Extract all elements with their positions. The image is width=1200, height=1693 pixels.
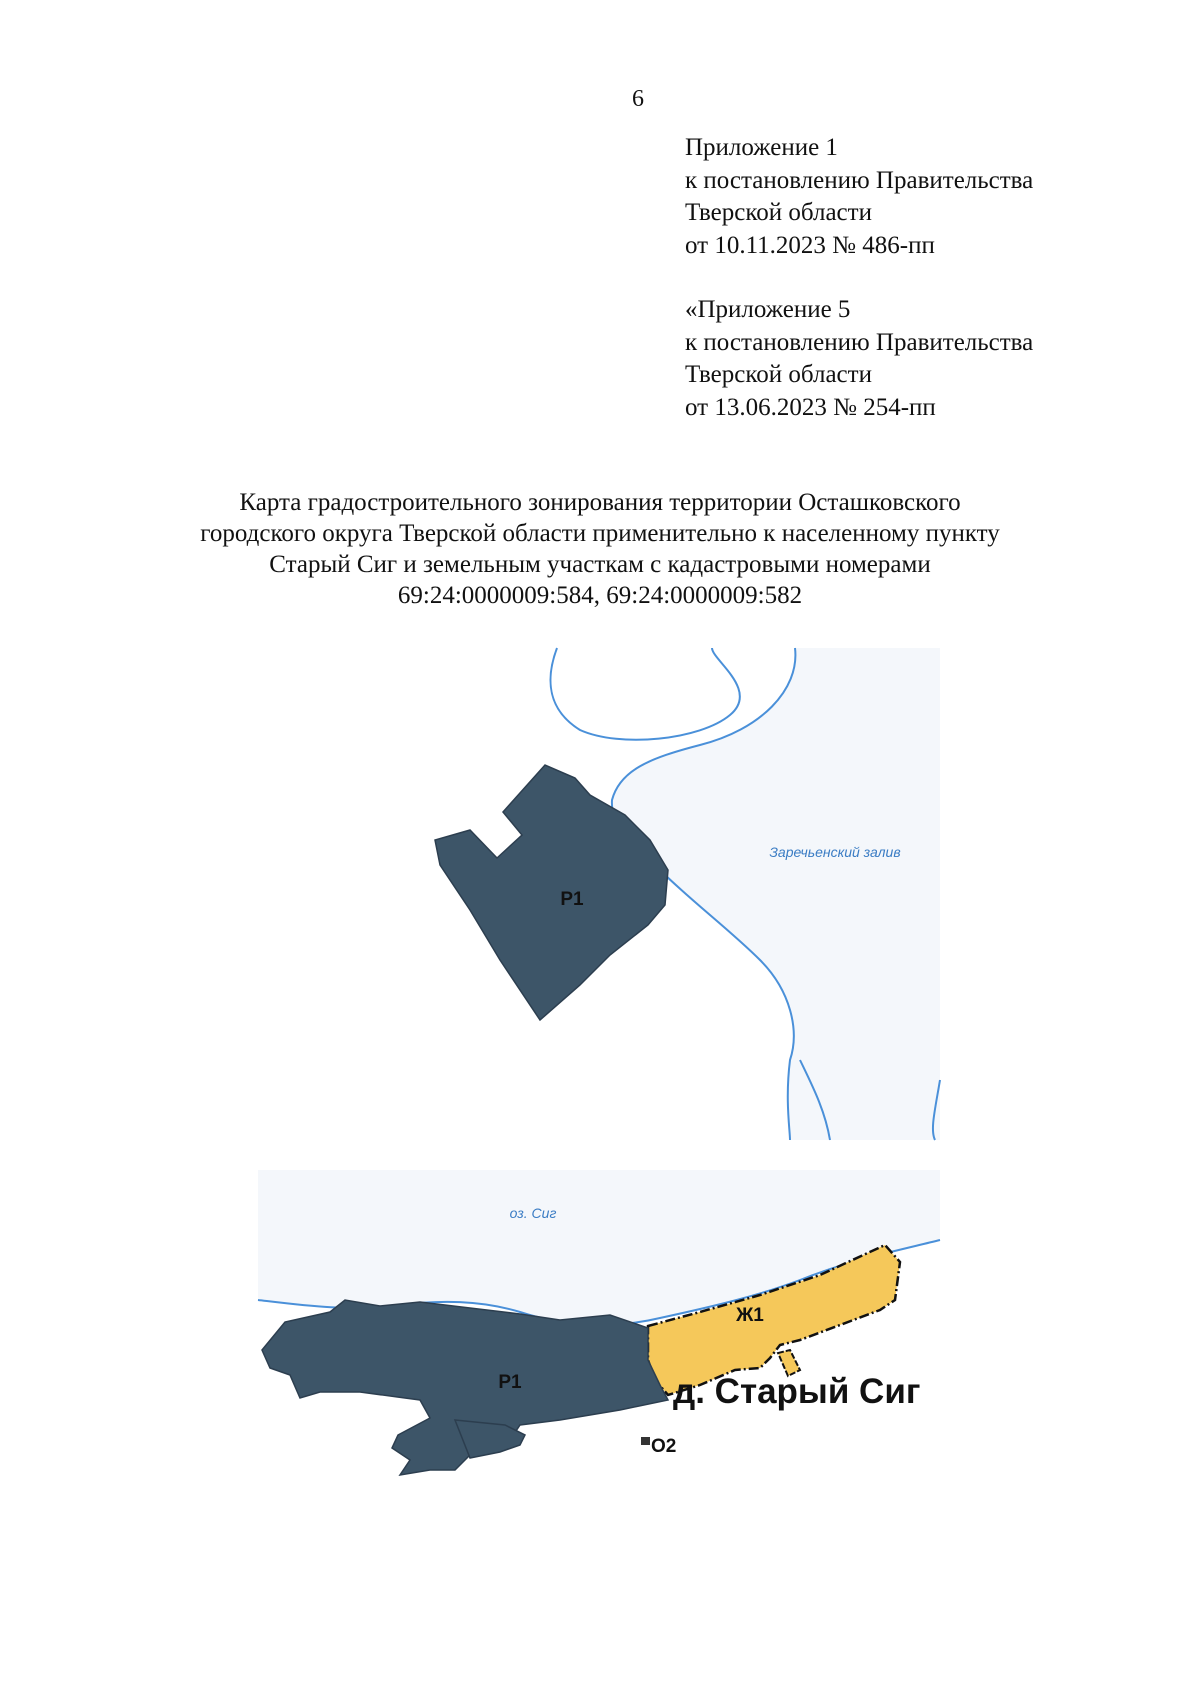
zone-o2-marker — [641, 1437, 650, 1445]
title-line: городского округа Тверской области применительно к населенному пункту — [200, 520, 1000, 547]
zone-p1-bottom-label: Р1 — [498, 1372, 522, 1393]
title-line: 69:24:0000009:584, 69:24:0000009:582 — [397, 582, 803, 609]
title-line: Карта градостроительного зонирования территории Осташковского — [239, 489, 961, 516]
settlement-label: д. Старый Сиг — [673, 1372, 921, 1411]
annex-line: от 13.06.2023 № 254-пп — [685, 393, 936, 421]
annex-line: Тверской области — [685, 199, 872, 226]
zone-zh1-label: Ж1 — [736, 1305, 764, 1326]
title-line: Старый Сиг и земельным участкам с кадастровыми номерами — [269, 551, 931, 578]
annex-line: Приложение 1 — [685, 134, 838, 161]
annex-line: к постановлению Правительства — [685, 328, 1034, 356]
zone-p1-top-label: Р1 — [560, 889, 584, 910]
page-number: 6 — [632, 86, 644, 112]
lake-water-label: оз. Сиг — [509, 1205, 557, 1221]
annex-line: «Приложение 5 — [685, 296, 851, 323]
zone-p1-bottom-polygon — [262, 1300, 668, 1475]
zone-o2-label: О2 — [651, 1436, 677, 1457]
bay-water-label: Заречьенский залив — [769, 844, 901, 860]
channel-shoreline — [551, 648, 740, 740]
annex-line: Тверской области — [685, 361, 872, 388]
annex-line: от 10.11.2023 № 486-пп — [685, 231, 935, 259]
annex-line: к постановлению Правительства — [685, 166, 1034, 194]
